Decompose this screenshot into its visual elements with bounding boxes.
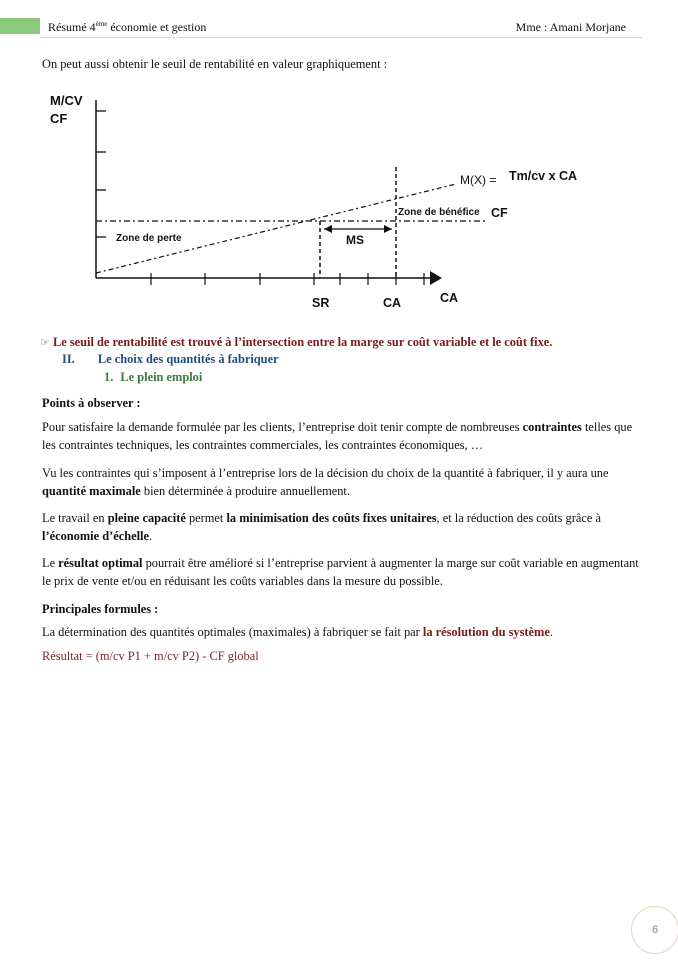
paragraph-resultat-optimal: Le résultat optimal pourrait être amélioré si l’entreprise parvient à augmenter la marge sur coût variable en augmentant le prix de vente et/ou en réduisant les coûts variables dans la mesure du possible. xyxy=(42,556,639,588)
margin-line-label: M(X) = xyxy=(460,173,497,187)
ms-label: MS xyxy=(346,233,364,247)
points-heading: Points à observer : xyxy=(42,396,141,410)
conclusion-text: Le seuil de rentabilité est trouvé à l’intersection entre la marge sur coût variable et le coût fixe. xyxy=(52,335,553,349)
paragraph-pleine-capacite: Le travail en pleine capacité permet la minimisation des coûts fixes unitaires, et la réduction des coûts grâce à l’économie d’échelle. xyxy=(42,511,601,543)
ms-arrow-right-head xyxy=(384,225,392,233)
y-axis-label-cf: CF xyxy=(50,111,68,126)
header-divider xyxy=(40,37,642,38)
header-author: Mme : Amani Morjane xyxy=(515,20,626,34)
intro-text: On peut aussi obtenir le seuil de rentabilité en valeur graphiquement : xyxy=(42,57,388,71)
fixed-cost-label: CF xyxy=(491,206,508,220)
x-axis-arrow xyxy=(430,271,442,285)
break-even-chart xyxy=(0,80,678,320)
page-number: 6 xyxy=(631,906,678,954)
paragraph-contraintes: Pour satisfaire la demande formulée par les clients, l’entreprise doit tenir compte de nombreuses contraintes telles que les contraintes techniques, les contraintes commerciales, les contraintes économiques, … xyxy=(42,420,633,452)
y-axis-label-mcv: M/CV xyxy=(50,93,83,108)
paragraph-quantite-maximale: Vu les contraintes qui s’imposent à l’entreprise lors de la décision du choix de la quantité à fabriquer, il y aura une quantité maximale bien déterminée à produire annuellement. xyxy=(42,466,609,498)
margin-line-formula: Tm/cv x CA xyxy=(509,169,578,183)
zone-perte-label: Zone de perte xyxy=(116,233,182,244)
margin-line xyxy=(96,184,456,273)
ca-label: CA xyxy=(383,296,402,310)
subsection-1-heading: 1. Le plein emploi xyxy=(104,370,203,384)
result-formula: Résultat = (m/cv P1 + m/cv P2) - CF global xyxy=(42,649,259,663)
section-ii-heading: II. Le choix des quantités à fabriquer xyxy=(62,352,279,366)
ms-arrow-left-head xyxy=(324,225,332,233)
x-axis-label-ca: CA xyxy=(440,291,459,305)
sr-label: SR xyxy=(312,296,330,310)
conclusion xyxy=(40,334,640,353)
paragraph-resolution-systeme: La détermination des quantités optimales (maximales) à fabriquer se fait par la résolution du système. xyxy=(42,625,553,639)
zone-benefice-label: Zone de bénéfice xyxy=(398,207,480,218)
hand-pointer-icon: ☞ xyxy=(40,337,50,349)
header-accent-bar xyxy=(0,18,40,34)
formulas-heading: Principales formules : xyxy=(42,602,159,616)
header-course-title: Résumé 4ème économie et gestion xyxy=(48,20,207,34)
